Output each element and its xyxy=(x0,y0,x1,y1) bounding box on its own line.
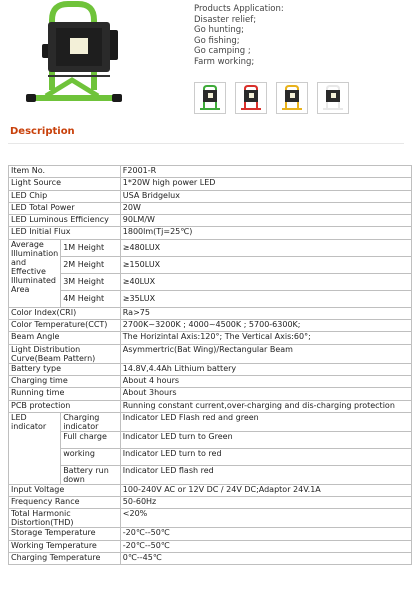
table-row xyxy=(9,307,412,319)
floodlight-thumb-icon xyxy=(318,83,348,113)
spec-label: Light Source xyxy=(9,178,121,190)
spec-value: ≥40LUX xyxy=(120,273,411,290)
table-row xyxy=(9,227,412,239)
spec-label: Beam Angle xyxy=(9,332,121,344)
spec-value: USA Bridgelux xyxy=(120,190,411,202)
table-row xyxy=(9,431,412,448)
spec-value: About 3hours xyxy=(120,388,411,400)
table-row xyxy=(9,273,412,290)
table-row xyxy=(9,202,412,214)
spec-value: 1800lm(Tj=25℃) xyxy=(120,227,411,239)
description-title: Description xyxy=(10,126,75,137)
table-row xyxy=(9,320,412,332)
color-variant-thumbnails xyxy=(194,82,349,114)
spec-label: Total Harmonic Distortion(THD) xyxy=(9,509,121,528)
spec-label: LED indicator xyxy=(9,412,61,484)
spec-value: 1*20W high power LED xyxy=(120,178,411,190)
spec-value: Running constant current,over-charging and dis-charging protection xyxy=(120,400,411,412)
spec-value: Indicator LED turn to red xyxy=(120,448,411,465)
spec-label: Charging Temperature xyxy=(9,553,121,565)
spec-label: Storage Temperature xyxy=(9,528,121,540)
floodlight-thumb-icon xyxy=(277,83,307,113)
spec-sublabel: working xyxy=(61,448,121,465)
spec-label: Frequency Rance xyxy=(9,497,121,509)
spec-value: 20W xyxy=(120,202,411,214)
application-line: Products Application: xyxy=(194,4,284,14)
table-row xyxy=(9,448,412,465)
spec-value: 14.8V,4.4Ah Lithium battery xyxy=(120,363,411,375)
application-line: Farm working; xyxy=(194,56,255,67)
table-row xyxy=(9,166,412,178)
table-row xyxy=(9,528,412,540)
table-row xyxy=(9,178,412,190)
thumbnail-white[interactable] xyxy=(317,82,349,114)
spec-sublabel: Battery run down xyxy=(61,465,121,484)
spec-value: ≥480LUX xyxy=(120,239,411,256)
table-row xyxy=(9,553,412,565)
description-section xyxy=(8,126,404,144)
table-row xyxy=(9,497,412,509)
spec-value: Indicator LED Flash red and green xyxy=(120,412,411,431)
spec-label: Input Voltage xyxy=(9,484,121,496)
spec-value: Ra>75 xyxy=(120,307,411,319)
spec-sublabel: 2M Height xyxy=(61,256,121,273)
spec-value: 100-240V AC or 12V DC / 24V DC;Adaptor 24V.1A xyxy=(120,484,411,496)
spec-value: 90LM/W xyxy=(120,215,411,227)
spec-label: LED Chip xyxy=(9,190,121,202)
description-divider xyxy=(8,143,404,144)
application-line: Go fishing; xyxy=(194,35,240,46)
spec-label: Running time xyxy=(9,388,121,400)
floodlight-image xyxy=(12,0,132,112)
spec-label: PCB protection xyxy=(9,400,121,412)
spec-value: ≥35LUX xyxy=(120,290,411,307)
table-row xyxy=(9,484,412,496)
application-line: Go camping ; xyxy=(194,46,251,56)
application-line: Disaster relief; xyxy=(194,14,257,25)
spec-value: Asymmertric(Bat Wing)/Rectangular Beam xyxy=(120,344,411,363)
spec-value: About 4 hours xyxy=(120,375,411,387)
thumbnail-green[interactable] xyxy=(194,82,226,114)
table-row xyxy=(9,375,412,387)
table-row xyxy=(9,465,412,484)
spec-label: Charging time xyxy=(9,375,121,387)
thumbnail-yellow[interactable] xyxy=(276,82,308,114)
application-line: Go hunting; xyxy=(194,25,244,35)
table-row xyxy=(9,509,412,528)
spec-label: Item No. xyxy=(9,166,121,178)
spec-label: Working Temperature xyxy=(9,540,121,552)
table-row xyxy=(9,344,412,363)
spec-value: Indicator LED turn to Green xyxy=(120,431,411,448)
table-row xyxy=(9,412,412,431)
spec-sublabel: Charging indicator xyxy=(61,412,121,431)
table-row xyxy=(9,388,412,400)
table-row xyxy=(9,215,412,227)
table-row xyxy=(9,256,412,273)
table-row xyxy=(9,332,412,344)
spec-sublabel: 3M Height xyxy=(61,273,121,290)
applications-list xyxy=(194,4,284,67)
spec-label: Average Illumination and Effective Illuminated Area xyxy=(9,239,61,307)
table-row xyxy=(9,400,412,412)
spec-value: -20℃--50℃ xyxy=(120,540,411,552)
table-row xyxy=(9,290,412,307)
spec-value: ≥150LUX xyxy=(120,256,411,273)
spec-label: LED Total Power xyxy=(9,202,121,214)
table-row xyxy=(9,190,412,202)
table-row xyxy=(9,363,412,375)
table-row xyxy=(9,540,412,552)
spec-value: The Horizintal Axis:120°; The Vertical Axis:60°; xyxy=(120,332,411,344)
spec-label: LED Initial Flux xyxy=(9,227,121,239)
spec-label: Color Temperature(CCT) xyxy=(9,320,121,332)
spec-value: 2700K~3200K ; 4000~4500K ; 5700-6300K; xyxy=(120,320,411,332)
spec-sublabel: Full charge xyxy=(61,431,121,448)
spec-label: Light Distribution Curve(Beam Pattern) xyxy=(9,344,121,363)
spec-label: LED Luminous Efficiency xyxy=(9,215,121,227)
floodlight-thumb-icon xyxy=(195,83,225,113)
spec-value: F2001-R xyxy=(120,166,411,178)
spec-value: <20% xyxy=(120,509,411,528)
spec-value: 50-60Hz xyxy=(120,497,411,509)
thumbnail-red[interactable] xyxy=(235,82,267,114)
spec-sublabel: 1M Height xyxy=(61,239,121,256)
floodlight-thumb-icon xyxy=(236,83,266,113)
spec-label: Battery type xyxy=(9,363,121,375)
spec-value: -20℃--50℃ xyxy=(120,528,411,540)
spec-table xyxy=(8,165,412,565)
product-image xyxy=(12,0,132,112)
spec-sublabel: 4M Height xyxy=(61,290,121,307)
spec-value: 0℃--45℃ xyxy=(120,553,411,565)
table-row xyxy=(9,239,412,256)
spec-label: Color Index(CRI) xyxy=(9,307,121,319)
spec-value: Indicator LED flash red xyxy=(120,465,411,484)
